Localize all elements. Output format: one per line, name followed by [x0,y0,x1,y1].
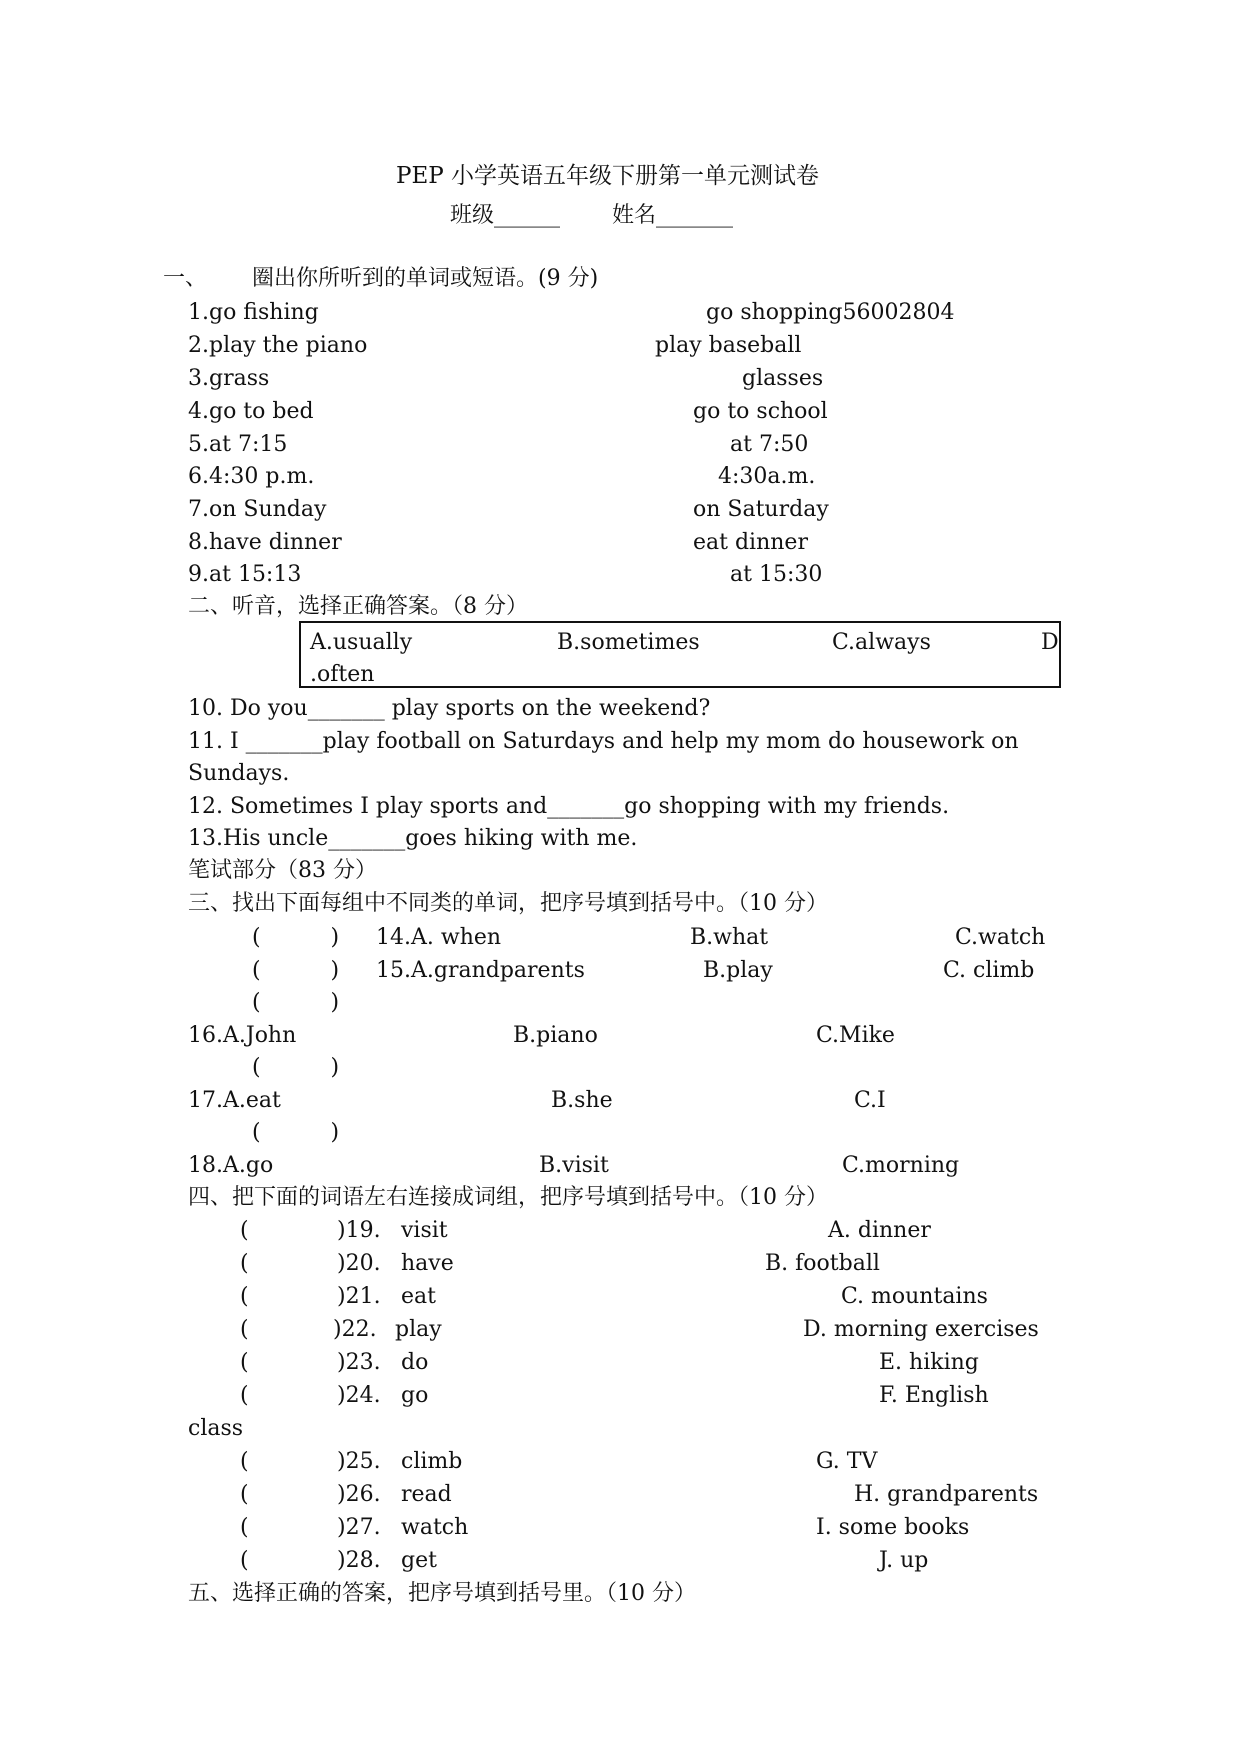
section4-heading: 四、把下面的词语左右连接成词组，把序号填到括号中。（10 分） [188,1185,828,1210]
match-option: D. morning exercises [803,1317,1039,1342]
item-8-left: 8.have dinner [188,530,342,555]
match-word: climb [401,1449,463,1474]
match-bracket: ( [240,1251,249,1276]
section1-heading: 圈出你所听到的单词或短语。(9 分) [252,266,599,291]
question-18-a: 18.A.go [188,1153,274,1178]
question-11-cont: Sundays. [188,761,290,786]
question-18-c: C.morning [842,1153,960,1178]
match-option: G. TV [816,1449,878,1474]
item-7-right: on Saturday [693,497,829,522]
match-wrap-text: class [188,1416,244,1441]
section5-heading: 五、选择正确的答案，把序号填到括号里。（10 分） [188,1581,696,1606]
answer-bracket: ( ) [252,925,340,950]
question-17-b: B.she [551,1088,613,1113]
question-17-c: C.I [854,1088,886,1113]
option-d-letter: D [1041,630,1059,655]
match-number: )25. [337,1449,381,1474]
question-13: 13.His uncle_______goes hiking with me. [188,826,638,851]
match-bracket: ( [240,1548,249,1573]
match-option: B. football [765,1251,880,1276]
question-15-c: C. climb [943,958,1035,983]
match-bracket: ( [240,1449,249,1474]
item-8-right: eat dinner [693,530,808,555]
class-field: 班级______ [450,203,561,228]
item-1-right: go shopping56002804 [706,300,955,325]
answer-bracket: ( ) [252,1120,340,1145]
match-word: read [401,1482,452,1507]
match-word: have [401,1251,454,1276]
match-number: )24. [337,1383,381,1408]
section3-heading: 三、找出下面每组中不同类的单词，把序号填到括号中。（10 分） [188,891,828,916]
answer-bracket: ( ) [252,990,340,1015]
match-number: )22. [333,1317,377,1342]
question-14-b: B.what [690,925,769,950]
question-15: 15.A.grandparents [376,958,585,983]
question-14: 14.A. when [376,925,502,950]
match-option: E. hiking [879,1350,979,1375]
match-option: H. grandparents [854,1482,1039,1507]
item-6-right: 4:30a.m. [718,464,816,489]
item-2-left: 2.play the piano [188,333,368,358]
section1-number: 一、 [163,266,208,291]
item-9-left: 9.at 15:13 [188,562,302,587]
option-d-word: .often [310,662,375,687]
match-number: )26. [337,1482,381,1507]
option-b: B.sometimes [557,630,700,655]
item-3-left: 3.grass [188,366,270,391]
option-a: A.usually [310,630,413,655]
match-bracket: ( [240,1284,249,1309]
match-word: get [401,1548,437,1573]
item-5-left: 5.at 7:15 [188,432,288,457]
match-option: I. some books [816,1515,970,1540]
question-14-c: C.watch [955,925,1046,950]
match-word: go [401,1383,429,1408]
match-word: eat [401,1284,436,1309]
match-bracket: ( [240,1350,249,1375]
question-18-b: B.visit [539,1153,609,1178]
name-field: 姓名_______ [612,203,734,228]
match-number: )28. [337,1548,381,1573]
item-9-right: at 15:30 [730,562,823,587]
match-bracket: ( [240,1383,249,1408]
item-2-right: play baseball [655,333,802,358]
answer-bracket: ( ) [252,958,340,983]
match-option: A. dinner [828,1218,931,1243]
item-7-left: 7.on Sunday [188,497,327,522]
match-bracket: ( [240,1218,249,1243]
match-number: )23. [337,1350,381,1375]
match-option: F. English [879,1383,989,1408]
item-6-left: 6.4:30 p.m. [188,464,315,489]
question-11: 11. I _______play football on Saturdays and help my mom do housework on [188,729,1019,754]
item-5-right: at 7:50 [730,432,809,457]
question-10: 10. Do you_______ play sports on the weekend? [188,696,711,721]
option-c: C.always [832,630,931,655]
page-title: PEP 小学英语五年级下册第一单元测试卷 [396,163,820,189]
match-word: watch [401,1515,469,1540]
match-bracket: ( [240,1515,249,1540]
match-word: do [401,1350,429,1375]
question-16-c: C.Mike [816,1023,895,1048]
section2-heading: 二、听音，选择正确答案。（8 分） [188,594,528,619]
match-word: visit [401,1218,448,1243]
question-15-b: B.play [703,958,773,983]
question-16-b: B.piano [513,1023,598,1048]
question-16-a: 16.A.John [188,1023,297,1048]
item-4-right: go to school [693,399,828,424]
match-option: C. mountains [841,1284,988,1309]
match-number: )20. [337,1251,381,1276]
item-4-left: 4.go to bed [188,399,314,424]
question-12: 12. Sometimes I play sports and_______go shopping with my friends. [188,794,950,819]
match-number: )27. [337,1515,381,1540]
match-number: )21. [337,1284,381,1309]
match-option: J. up [879,1548,929,1573]
item-3-right: glasses [742,366,824,391]
written-part-heading: 笔试部分（83 分） [188,858,377,883]
answer-bracket: ( ) [252,1055,340,1080]
match-number: )19. [337,1218,381,1243]
item-1-left: 1.go fishing [188,300,319,325]
question-17-a: 17.A.eat [188,1088,281,1113]
match-word: play [395,1317,442,1342]
match-bracket: ( [240,1317,249,1342]
match-bracket: ( [240,1482,249,1507]
